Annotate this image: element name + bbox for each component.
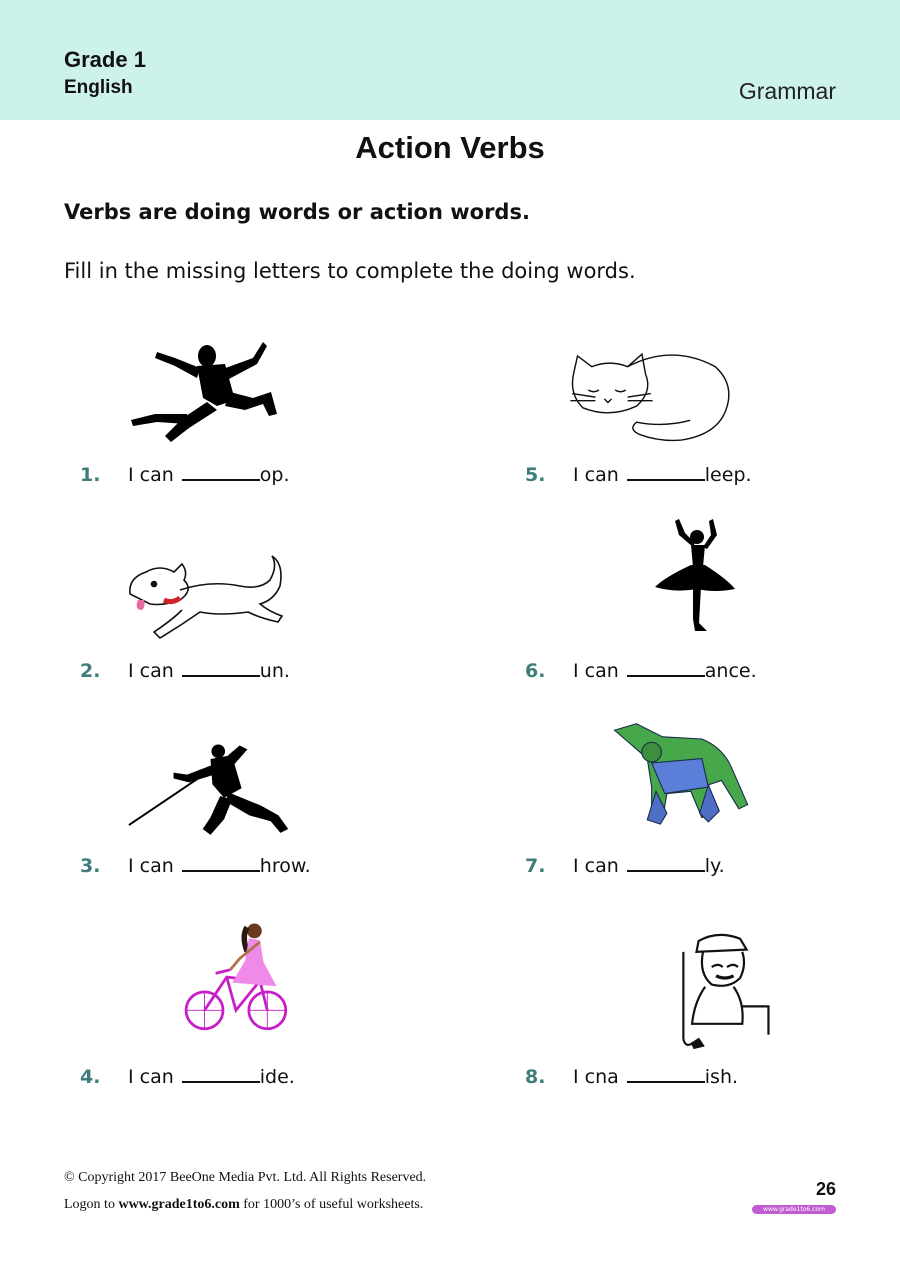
question-suffix: op. [259, 464, 290, 486]
page-title: Action Verbs [355, 130, 545, 165]
question-prefix: I can [128, 660, 174, 682]
question-number: 3. [80, 855, 101, 877]
logon-prefix: Logon to [64, 1197, 115, 1212]
javelin-thrower-icon [125, 735, 295, 855]
answer-blank[interactable] [627, 477, 705, 481]
instruction: Fill in the missing letters to complete the doing words. [64, 259, 636, 283]
subject-label: English [64, 77, 133, 98]
question-number: 7. [525, 855, 546, 877]
lead-sentence: Verbs are doing words or action words. [64, 200, 530, 224]
question-prefix: I can [128, 855, 174, 877]
jumping-person-icon [125, 328, 295, 448]
question-2 [80, 660, 290, 682]
question-number: 6. [525, 660, 546, 682]
answer-blank[interactable] [182, 673, 260, 677]
question-prefix: I can [573, 660, 619, 682]
grade-label: Grade 1 [64, 47, 146, 72]
question-suffix: ide. [259, 1066, 295, 1088]
question-8 [525, 1066, 738, 1088]
answer-blank[interactable] [182, 477, 260, 481]
dancer-icon [610, 515, 780, 635]
question-prefix: I can [573, 464, 619, 486]
question-number: 4. [80, 1066, 101, 1088]
question-suffix: ly. [704, 855, 725, 877]
question-3 [80, 855, 311, 877]
question-4 [80, 1066, 295, 1088]
question-number: 8. [525, 1066, 546, 1088]
answer-blank[interactable] [627, 1079, 705, 1083]
question-suffix: leep. [704, 464, 752, 486]
answer-blank[interactable] [627, 868, 705, 872]
question-suffix: un. [259, 660, 290, 682]
answer-blank[interactable] [182, 1079, 260, 1083]
answer-blank[interactable] [182, 868, 260, 872]
question-suffix: ance. [704, 660, 757, 682]
question-prefix: I can [128, 464, 174, 486]
copyright-text: © Copyright 2017 BeeOne Media Pvt. Ltd. All Rights Reserved. [64, 1170, 427, 1185]
question-prefix: I can [573, 855, 619, 877]
topic-label: Grammar [738, 78, 836, 104]
question-number: 5. [525, 464, 546, 486]
sleeping-cat-icon [565, 338, 735, 458]
question-1 [80, 464, 290, 486]
girl-on-bicycle-icon [150, 918, 320, 1038]
site-link[interactable]: www.grade1to6.com [118, 1197, 240, 1212]
logon-text [64, 1197, 423, 1213]
fisherman-icon [630, 930, 800, 1050]
answer-blank[interactable] [627, 673, 705, 677]
question-prefix: I cna [573, 1066, 619, 1088]
question-suffix: hrow. [259, 855, 311, 877]
page-number: 26 [815, 1179, 836, 1199]
question-5 [525, 464, 752, 486]
site-badge: www.grade1to6.com [752, 1205, 836, 1214]
question-7 [525, 855, 725, 877]
question-number: 1. [80, 464, 101, 486]
question-number: 2. [80, 660, 101, 682]
question-prefix: I can [128, 1066, 174, 1088]
logon-suffix: for 1000’s of useful worksheets. [243, 1197, 424, 1212]
question-6 [525, 660, 757, 682]
question-suffix: ish. [704, 1066, 739, 1088]
running-dog-icon [120, 540, 290, 660]
header-band [0, 0, 900, 120]
flying-hero-icon [595, 715, 765, 835]
